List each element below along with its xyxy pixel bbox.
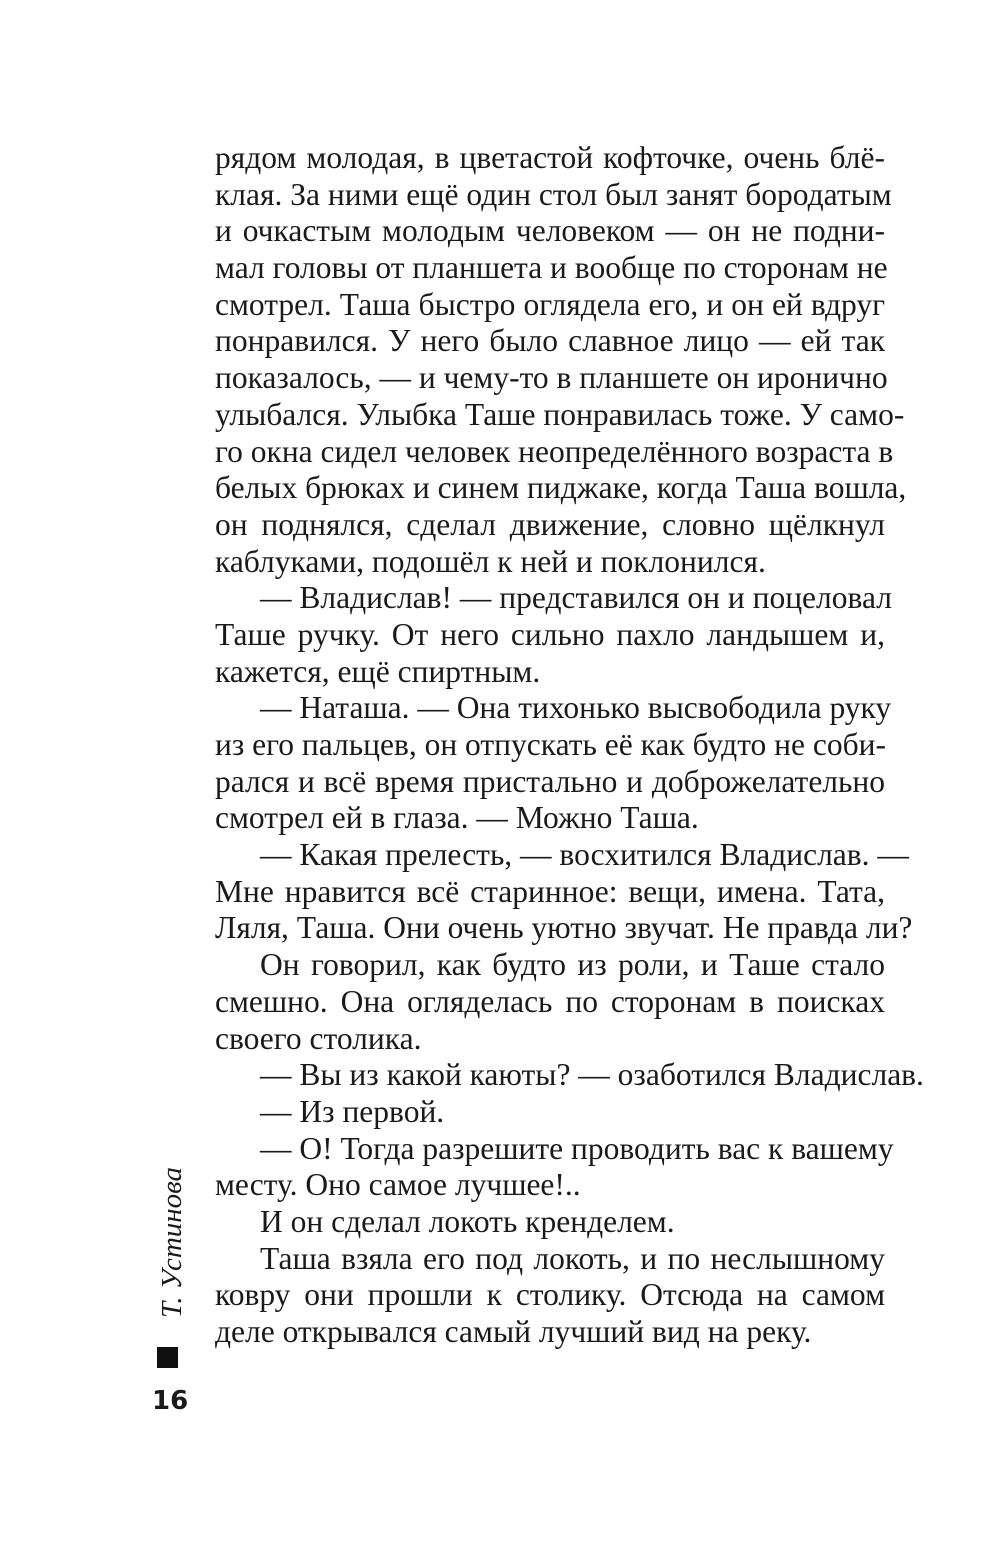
text-line: Таше ручку. От него сильно пахло ландышем и, bbox=[215, 616, 885, 652]
text-line: из его пальцев, он отпускать её как будто не соби- bbox=[215, 727, 886, 762]
text-line: улыбался. Улыбка Таше понравилась тоже. У само- bbox=[215, 396, 905, 432]
text-line: он поднялся, сделал движение, словно щёлкнул bbox=[215, 506, 885, 542]
square-marker-icon bbox=[157, 1347, 178, 1368]
text-line: каблуками, подошёл к ней и поклонился. bbox=[215, 543, 766, 579]
text-line: смотрел ей в глаза. — Можно Таша. bbox=[215, 800, 699, 836]
text-line: — Какая прелесть, — восхитился Владислав. — bbox=[260, 837, 909, 873]
text-line: деле открывался самый лучший вид на реку. bbox=[215, 1314, 812, 1349]
text-line: своего столика. bbox=[215, 1020, 422, 1056]
text-line: рядом молодая, в цветастой кофточке, очень блё- bbox=[215, 140, 885, 175]
text-line: — Владислав! — представился он и поцеловал bbox=[260, 580, 892, 616]
text-line: — Вы из какой каюты? — озаботился Владислав. bbox=[260, 1057, 924, 1093]
text-line: белых брюках и синем пиджаке, когда Таша вошла, bbox=[215, 470, 907, 506]
author-name: Т. Устинова bbox=[156, 1166, 188, 1318]
text-line: — Наташа. — Она тихонько высвободила руку bbox=[260, 690, 892, 726]
text-line: клая. За ними ещё один стол был занят бородатым bbox=[215, 176, 892, 212]
text-line: месту. Оно самое лучшее!.. bbox=[215, 1167, 581, 1203]
text-line: кажется, ещё спиртным. bbox=[215, 653, 541, 689]
text-line: — О! Тогда разрешите проводить вас к вашему bbox=[260, 1130, 894, 1166]
text-line: смешно. Она огляделась по сторонам в поисках bbox=[215, 983, 885, 1019]
page-number: 16 bbox=[152, 1386, 189, 1416]
text-line: рался и всё время пристально и доброжелательно bbox=[215, 763, 885, 799]
text-line: Мне нравится всё старинное: вещи, имена. Тата, bbox=[215, 873, 885, 909]
text-line: показалось, — и чему-то в планшете он иронично bbox=[215, 360, 888, 396]
text-line: понравился. У него было славное лицо — ей так bbox=[215, 323, 885, 359]
text-line: Таша взяла его под локоть, и по неслышному bbox=[260, 1240, 885, 1276]
text-line: мал головы от планшета и вообще по сторонам не bbox=[215, 250, 888, 286]
text-line: смотрел. Таша быстро оглядела его, и он ей вдруг bbox=[215, 286, 885, 322]
text-line: И он сделал локоть кренделем. bbox=[260, 1203, 675, 1239]
text-line: — Из первой. bbox=[260, 1093, 445, 1129]
body-text bbox=[215, 140, 924, 1351]
text-line: ковру они прошли к столику. Отсюда на самом bbox=[215, 1277, 885, 1313]
text-line: Ляля, Таша. Они очень уютно звучат. Не правда ли? bbox=[215, 910, 913, 946]
text-line: Он говорил, как будто из роли, и Таше стало bbox=[260, 947, 885, 983]
text-line: го окна сидел человек неопределённого возраста в bbox=[215, 433, 894, 469]
text-line: и очкастым молодым человеком — он не подни- bbox=[215, 213, 885, 249]
